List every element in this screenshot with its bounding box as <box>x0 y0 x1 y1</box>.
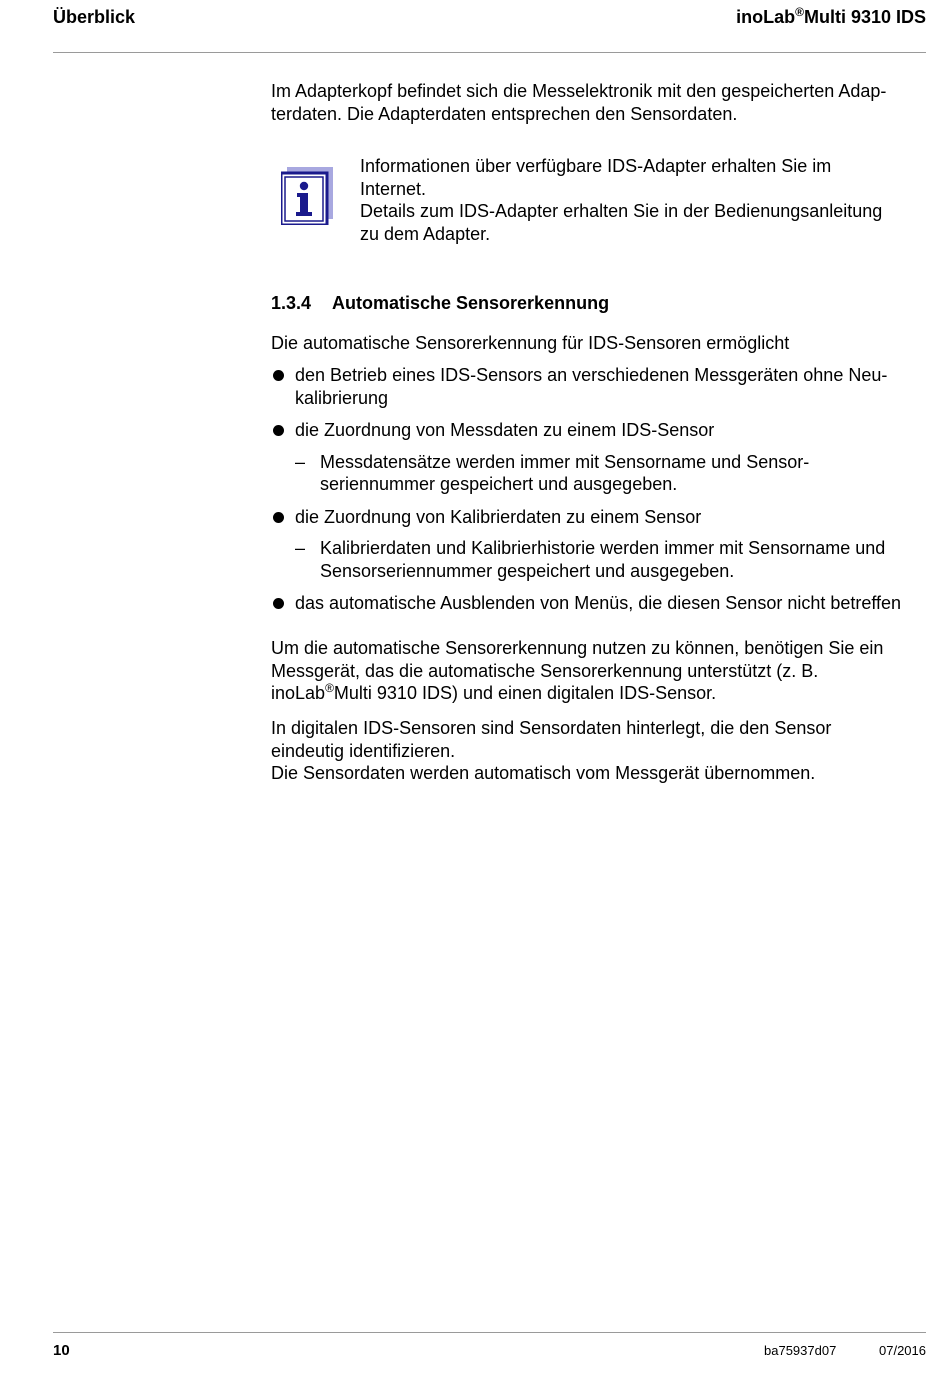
dash-icon: – <box>295 451 306 472</box>
sub-item-line: Sensorseriennummer gespeichert und ausgegeben. <box>320 560 735 581</box>
list-item-line: das automatische Ausblenden von Menüs, die diesen Sensor nicht betreffen <box>295 593 902 613</box>
bullet-icon <box>273 512 284 523</box>
paragraph-line-rest: Multi 9310 IDS) und einen digitalen IDS-Sensor. <box>333 683 717 703</box>
intro-paragraph <box>271 80 927 125</box>
intro-line: terdaten. Die Adapterdaten entsprechen den Sensordaten. <box>271 103 738 124</box>
info-icon <box>281 167 333 225</box>
info-line: Internet. <box>360 178 427 199</box>
section-heading <box>271 292 609 314</box>
document-date: 07/2016 <box>879 1343 926 1358</box>
list-item-line: die Zuordnung von Kalibrierdaten zu einem Sensor <box>295 506 702 527</box>
sub-list-item <box>271 451 931 496</box>
registered-mark: ® <box>325 681 334 695</box>
list-item <box>271 364 931 409</box>
info-line: Informationen über verfügbare IDS-Adapter erhalten Sie im <box>360 156 832 176</box>
info-note-text <box>360 155 927 245</box>
list-item <box>271 592 931 615</box>
info-line: Details zum IDS-Adapter erhalten Sie in der Bedienungsanleitung <box>360 201 883 221</box>
lead-sentence: Die automatische Sensorerkennung für IDS-Sensoren ermöglicht <box>271 333 790 353</box>
header-section-title: Überblick <box>53 7 136 27</box>
sub-item-line: Messdatensätze werden immer mit Sensorname und Sensor- <box>320 451 810 472</box>
bullet-icon <box>273 425 284 436</box>
intro-line: Im Adapterkopf befindet sich die Messelektronik mit den gespeicherten Adap- <box>271 81 887 101</box>
list-item-line: die Zuordnung von Messdaten zu einem IDS-Sensor <box>295 420 715 440</box>
paragraph-line: Messgerät, das die automatische Sensorerkennung unterstützt (z. B. <box>271 660 819 681</box>
info-line: zu dem Adapter. <box>360 223 491 244</box>
paragraph-line: Die Sensordaten werden automatisch vom Messgerät übernommen. <box>271 763 816 783</box>
footer-divider <box>53 1332 926 1333</box>
bullet-icon <box>273 598 284 609</box>
list-item <box>271 506 931 529</box>
list-item <box>271 419 931 442</box>
page-number: 10 <box>53 1342 70 1359</box>
paragraph-line: Um die automatische Sensorerkennung nutzen zu können, benötigen Sie ein <box>271 638 884 658</box>
section-title: Automatische Sensorerkennung <box>332 293 610 313</box>
document-id: ba75937d07 <box>764 1343 837 1358</box>
list-item-line: den Betrieb eines IDS-Sensors an verschiedenen Messgeräten ohne Neu- <box>295 365 888 385</box>
section-number: 1.3.4 <box>271 293 312 313</box>
header-divider <box>53 52 926 53</box>
product-prefix: inoLab <box>271 683 326 703</box>
sub-item-line: seriennummer gespeichert und ausgegeben. <box>320 474 678 494</box>
sub-list-item <box>271 537 931 582</box>
sensor-data-paragraph <box>271 717 927 785</box>
list-item-line: kalibrierung <box>295 387 389 408</box>
product-prefix: inoLab <box>736 7 796 27</box>
paragraph-line: In digitalen IDS-Sensoren sind Sensordaten hinterlegt, die den Sensor <box>271 718 832 738</box>
usage-paragraph <box>271 637 927 705</box>
dash-icon: – <box>295 538 306 558</box>
sub-item-line: Kalibrierdaten und Kalibrierhistorie werden immer mit Sensorname und <box>320 538 886 558</box>
registered-mark: ® <box>795 5 804 19</box>
feature-list <box>271 364 931 625</box>
header-product-title <box>736 6 926 28</box>
product-suffix: Multi 9310 IDS <box>803 7 926 27</box>
paragraph-line <box>271 682 927 705</box>
paragraph-line: eindeutig identifizieren. <box>271 740 456 761</box>
bullet-icon <box>273 370 284 381</box>
